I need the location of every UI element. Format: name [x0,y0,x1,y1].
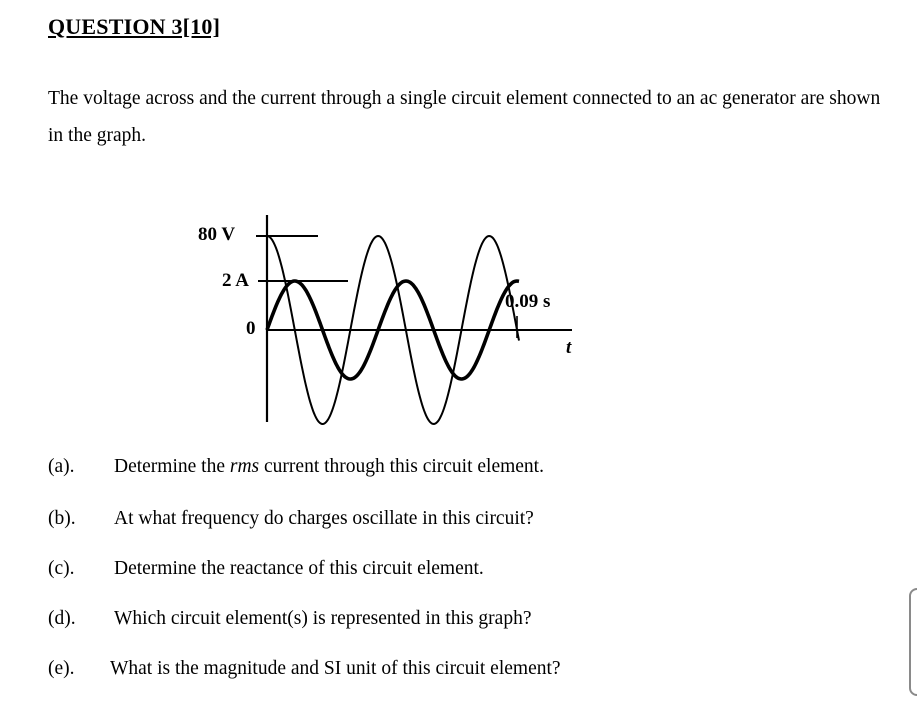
question-text: Determine the reactance of this circuit element. [114,558,484,579]
time-marker-label: 0.09 s [505,291,551,312]
question-label: (b). [48,508,76,529]
zero-tick-label: 0 [246,318,256,339]
t-axis-label: t [566,337,572,358]
graph-svg [190,200,590,430]
question-item-d [48,608,531,630]
current-tick-label: 2 A [222,270,249,291]
question-text: Determine the [114,456,230,477]
question-text-tail: current through this circuit element. [259,456,544,477]
scrollbar-handle[interactable] [909,588,917,696]
question-text: At what frequency do charges oscillate in this circuit? [114,508,534,529]
question-item-a [48,456,544,478]
voltage-current-graph [190,200,590,430]
question-emphasis: rms [229,456,260,477]
question-text: What is the magnitude and SI unit of this circuit element? [110,658,561,679]
question-heading: QUESTION 3[10] [48,14,221,39]
question-item-b [48,508,534,530]
voltage-tick-label: 80 V [198,224,236,245]
question-label: (c). [48,558,75,579]
question-intro: The voltage across and the current through a single circuit element connected to an ac generator are shown in the graph. [48,88,881,146]
question-text: Which circuit element(s) is represented in this graph? [114,608,532,629]
question-item-c [48,558,484,580]
question-label: (d). [48,608,76,629]
question-label: (a). [48,456,75,477]
question-label: (e). [48,658,75,679]
question-item-e [48,658,561,680]
